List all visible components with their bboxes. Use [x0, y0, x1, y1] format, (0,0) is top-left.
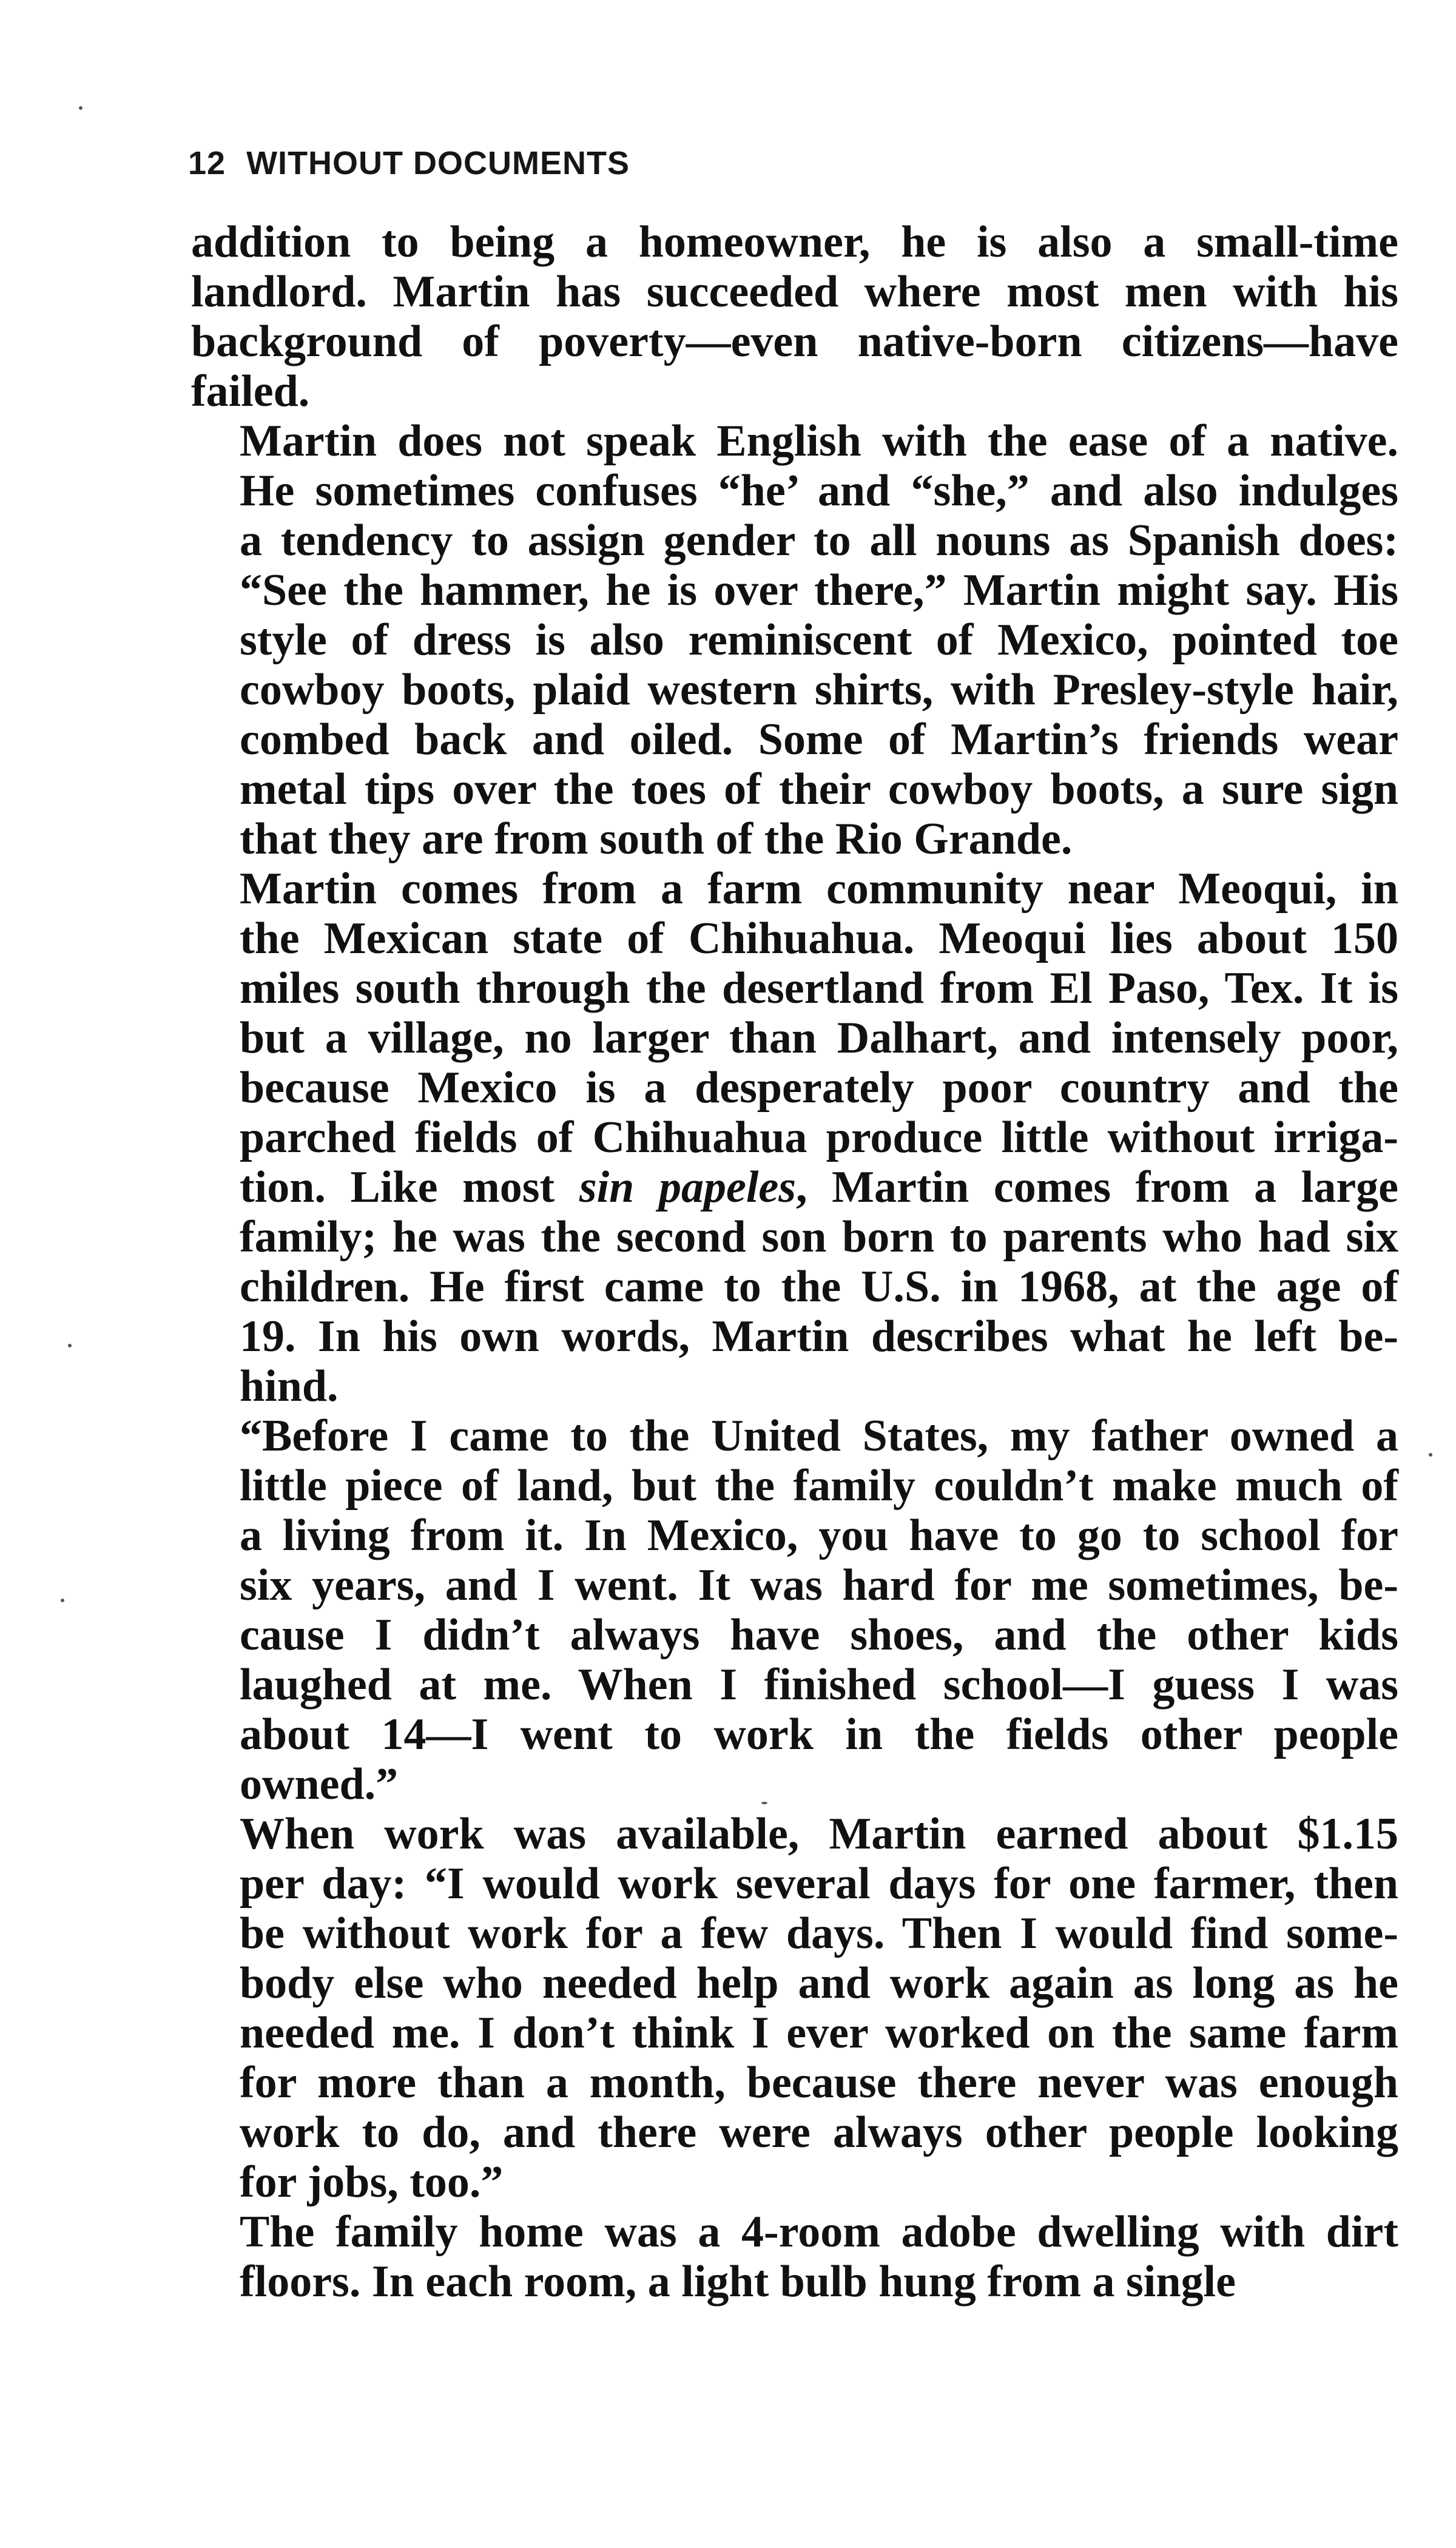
paper-speck	[79, 106, 83, 110]
text-line: floors. In each room, a light bulb hung from a single	[240, 2257, 1236, 2307]
text-line: combed back and oiled. Some of Martin’s friends wear	[240, 715, 1398, 764]
text-line: needed me. I don’t think I ever worked on the same farm	[240, 2008, 1398, 2058]
text-line: children. He first came to the U.S. in 1968, at the age of	[240, 1262, 1398, 1312]
text-line: metal tips over the toes of their cowboy boots, a sure sign	[240, 764, 1398, 814]
text-line: a living from it. In Mexico, you have to go to school for	[240, 1511, 1398, 1560]
text-line: background of poverty—even native-born citizens—have	[191, 317, 1398, 366]
text-line: miles south through the desertland from El Paso, Tex. It is	[240, 963, 1398, 1013]
text-line: style of dress is also reminiscent of Mexico, pointed toe	[240, 615, 1398, 665]
paper-speck	[68, 1344, 72, 1347]
running-head	[188, 144, 630, 182]
text-line: cause I didn’t always have shoes, and the other kids	[240, 1610, 1398, 1660]
paper-speck	[61, 1599, 64, 1602]
running-title: WITHOUT DOCUMENTS	[246, 145, 630, 181]
paragraph	[191, 1809, 1398, 2207]
text-line: six years, and I went. It was hard for me sometimes, be-	[240, 1560, 1398, 1610]
text-line: addition to being a homeowner, he is also a small-time	[191, 217, 1398, 267]
text-line: per day: “I would work several days for one farmer, then	[240, 1859, 1398, 1909]
text-line: laughed at me. When I finished school—I guess I was	[240, 1660, 1398, 1710]
text-line: “Before I came to the United States, my father owned a	[240, 1411, 1398, 1461]
text-line: the Mexican state of Chihuahua. Meoqui lies about 150	[240, 914, 1398, 963]
text-line: cowboy boots, plaid western shirts, with Presley-style hair,	[240, 665, 1398, 715]
paragraph	[191, 2207, 1398, 2307]
text-line: The family home was a 4-room adobe dwelling with dirt	[240, 2207, 1398, 2257]
text-line: When work was available, Martin earned about $1.15	[240, 1809, 1398, 1859]
text-line: parched fields of Chihuahua produce little without irriga-	[240, 1113, 1398, 1162]
text-line: for jobs, too.”	[240, 2157, 504, 2207]
text-line: Martin does not speak English with the ease of a native.	[240, 416, 1398, 466]
paper-speck	[761, 1802, 767, 1804]
text-line: He sometimes confuses “he’ and “she,” and also indulges	[240, 466, 1398, 516]
paragraph	[191, 416, 1398, 864]
paragraph	[191, 1411, 1398, 1809]
text-line: hind.	[240, 1361, 339, 1411]
text-line: landlord. Martin has succeeded where most men with his	[191, 267, 1398, 317]
text-line: work to do, and there were always other people looking	[240, 2108, 1398, 2157]
text-line: family; he was the second son born to parents who had six	[240, 1212, 1398, 1262]
text-line: but a village, no larger than Dalhart, and intensely poor,	[240, 1013, 1398, 1063]
text-line: that they are from south of the Rio Grande.	[240, 814, 1073, 864]
text-line: tion. Like most sin papeles, Martin comes from a large	[240, 1162, 1399, 1212]
text-line: a tendency to assign gender to all nouns as Spanish does:	[240, 516, 1398, 565]
paragraph	[191, 217, 1398, 416]
text-line: because Mexico is a desperately poor country and the	[240, 1063, 1398, 1113]
text-line: Martin comes from a farm community near Meoqui, in	[240, 864, 1398, 914]
body-text	[191, 217, 1398, 2307]
text-line: failed.	[191, 366, 310, 416]
text-line: body else who needed help and work again as long as he	[240, 1958, 1398, 2008]
text-line: “See the hammer, he is over there,” Martin might say. His	[240, 565, 1398, 615]
text-line: 19. In his own words, Martin describes what he left be-	[240, 1312, 1398, 1361]
text-line: little piece of land, but the family couldn’t make much of	[240, 1461, 1398, 1511]
text-line: owned.”	[240, 1759, 399, 1809]
text-line: for more than a month, because there never was enough	[240, 2058, 1398, 2108]
text-line: be without work for a few days. Then I would find some-	[240, 1909, 1398, 1958]
paragraph	[191, 864, 1398, 1411]
page-number: 12	[188, 145, 226, 181]
italic-term: sin papeles	[579, 1162, 797, 1212]
text-line: about 14—I went to work in the fields other people	[240, 1710, 1398, 1759]
paper-speck	[1429, 1453, 1432, 1457]
